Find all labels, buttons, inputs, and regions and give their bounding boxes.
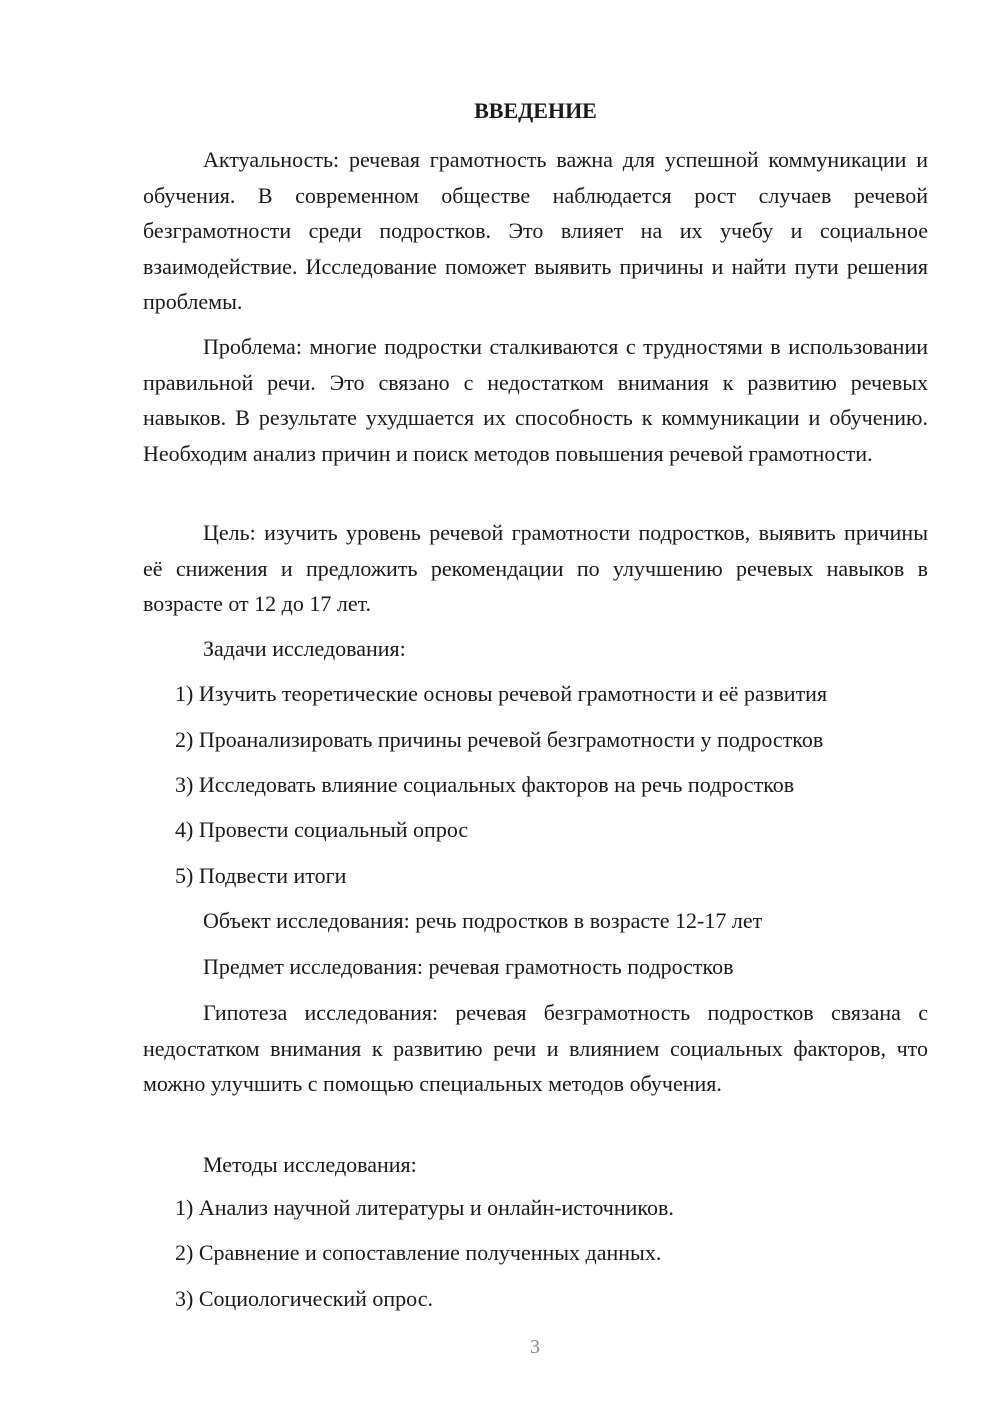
paragraph-problem: Проблема: многие подростки сталкиваются с трудностями в использовании правильной речи. Это связано с недостатком внимания к развитию речевых навыков. В результате ухудшается их способность к коммуникации и обучению. Необходим анализ причин и поиск методов повышения речевой грамотности. bbox=[143, 334, 928, 466]
research-subject: Предмет исследования: речевая грамотность подростков bbox=[203, 954, 734, 979]
page-number: 3 bbox=[530, 1336, 540, 1358]
methods-title: Методы исследования: bbox=[203, 1152, 417, 1177]
method-item-3: 3) Социологический опрос. bbox=[175, 1286, 433, 1311]
method-item-1: 1) Анализ научной литературы и онлайн-источников. bbox=[175, 1195, 674, 1220]
paragraph-hypothesis: Гипотеза исследования: речевая безграмотность подростков связана с недостатком внимания к развитию речи и влиянием социальных факторов, что можно улучшить с помощью специальных методов обучения. bbox=[143, 1000, 928, 1096]
paragraph-relevance: Актуальность: речевая грамотность важна для успешной коммуникации и обучения. В современном обществе наблюдается рост случаев речевой безграмотности среди подростков. Это влияет на их учебу и социальное взаимодействие. Исследование поможет выявить причины и найти пути решения проблемы. bbox=[143, 147, 928, 314]
page-title: ВВЕДЕНИЕ bbox=[474, 98, 597, 123]
task-item-2: 2) Проанализировать причины речевой безграмотности у подростков bbox=[175, 727, 824, 752]
task-item-3: 3) Исследовать влияние социальных факторов на речь подростков bbox=[175, 772, 795, 797]
paragraph-goal: Цель: изучить уровень речевой грамотности подростков, выявить причины её снижения и предложить рекомендации по улучшению речевых навыков в возрасте от 12 до 17 лет. bbox=[143, 520, 928, 616]
research-object: Объект исследования: речь подростков в возрасте 12-17 лет bbox=[203, 908, 763, 933]
method-item-2: 2) Сравнение и сопоставление полученных данных. bbox=[175, 1240, 662, 1265]
task-item-5: 5) Подвести итоги bbox=[175, 863, 347, 888]
task-item-4: 4) Провести социальный опрос bbox=[175, 817, 469, 842]
task-item-1: 1) Изучить теоретические основы речевой грамотности и её развития bbox=[175, 681, 828, 706]
tasks-title: Задачи исследования: bbox=[203, 636, 406, 661]
